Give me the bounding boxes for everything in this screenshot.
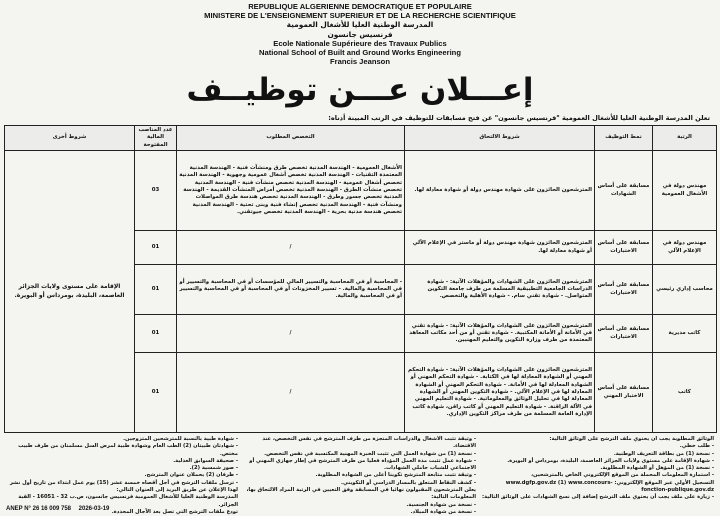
condition-line: الوثائق المطلوبة يجب أن يحتوي ملف الترشح على الوثائق التالية: bbox=[549, 436, 714, 442]
cell-count: 03 bbox=[135, 151, 177, 231]
document-header bbox=[0, 2, 720, 66]
intro-text: تعلن المدرسة الوطنية العليا للأشغال العمومية "فرنسيس جانسون" عن فتح مسابقات للتوظيف في الرتب المبينة أدناه: bbox=[328, 114, 710, 122]
cell-rank: كاتب مديرية bbox=[653, 315, 717, 353]
cell-mode: مسابقة على أساس الشهادات bbox=[595, 151, 653, 231]
cell-conditions: المترشحون الحائزون على الشهادات والمؤهلات الآتية: - شهادة الدراسات الجامعية التطبيقية المسلمة من طرف جامعة التكوين المتواصل. - شهادة تقني سام. - شهادة الأهلية والتخصص. bbox=[405, 265, 595, 315]
cell-rank: كاتب bbox=[653, 353, 717, 433]
header-conditions: شروط الالتحاق bbox=[405, 126, 595, 151]
cell-mode: مسابقة على أساس الاختبار المهني bbox=[595, 353, 653, 433]
conditions-column-3 bbox=[6, 436, 238, 516]
condition-line: - صحيفة السوابق العدلية. bbox=[173, 457, 238, 464]
header-count: عدد المناصب المالية المفتوحة bbox=[135, 126, 177, 151]
condition-line: - نسخة (1) من المؤهل أو الشهادة المطلوبة. bbox=[600, 465, 714, 472]
condition-line: - وثيقة تثبت متابعة المترشح تكوينا أعلى من الشهادة المطلوبة. bbox=[315, 472, 476, 479]
conditions-column-1 bbox=[482, 436, 714, 516]
ministry-fr: MINISTERE DE L'ENSEIGNEMENT SUPERIEUR ET DE LA RECHERCHE SCIENTIFIQUE bbox=[204, 11, 516, 21]
school-en: National School of Built and Ground Works Engineering bbox=[259, 48, 461, 58]
cell-mode: مسابقة على أساس الاختبارات bbox=[595, 265, 653, 315]
condition-line: - نسخة من شهادة الجنسية. bbox=[406, 501, 476, 508]
cell-specialty: الأشغال العمومية - الهندسة المدنية تخصص طرق ومنشآت فنية - الهندسة المدنية المعتمدة التقنيات - الهندسة المدنية تخصص أشغال عمومية وجهوية - الهندسة المدنية تخصص أشغال عمومية - الهندسة المدنية تخصص منشآت فنية - الهندسة المدنية تخصص منشآت الطرق - الهندسة المدنية تخصص أمراض المنشآت القديمة - الهندسة المدنية تخصص جسور وطرق - الهندسة المدنية تخصص هندسة طرق المواصلات ومنشآت فنية - الهندسة المدنية تخصص إنشاء فنية وبنى تحتية - الهندسة المدنية تخصص هندسة مدنية بحرية - الهندسة المدنية تخصص جيوتقني. bbox=[177, 151, 405, 231]
conditions-column-2 bbox=[244, 436, 476, 516]
anep-reference bbox=[6, 506, 115, 512]
condition-line: - شهادة الإقامة على مستوى ولايات الجزائر العاصمة، البليدة، بومرداس أو البويرة. bbox=[507, 457, 714, 464]
condition-line: - استمارة المعلومات المحملة من الموقع الإلكتروني الخاص بالمترشحين، bbox=[531, 472, 714, 479]
cell-mode: مسابقة على أساس الاختبارات bbox=[595, 315, 653, 353]
cell-specialty: / bbox=[177, 231, 405, 265]
page-title: إعـــلان عـــن توظيــف bbox=[186, 72, 534, 108]
condition-line: - ترسل ملفات الترشح في أجل أقصاه خمسة عشر (15) يوم عمل ابتداء من تاريخ أول نشر لهذا الإعلان عن طريق البريد إلى العنوان التالي: bbox=[9, 479, 238, 494]
condition-line: - نسخة (1) من شهادة العمل التي تثبت الخبرة المهنية المكتسبة في نفس التخصص. bbox=[264, 450, 476, 457]
condition-line: - شهادة طبية بالنسبة للمترشحين المتزوجين. bbox=[123, 436, 238, 442]
cell-rank: مهندس دولة في الإعلام الآلي bbox=[653, 231, 717, 265]
cell-mode: مسابقة على أساس الاختبارات bbox=[595, 231, 653, 265]
cell-conditions: المترشحون الحائزون على الشهادات والمؤهلات الآتية: - شهادة تقني في الأمانة أو الأمانة المكتبية. - شهادة تقني أو من أحد مكاتب المعاهد المعتمدة من طرف وزارة التكوين والتعليم المهنيين. bbox=[405, 315, 595, 353]
cell-rank: محاسب إداري رئيسي bbox=[653, 265, 717, 315]
anep-date: 2026-03-19 bbox=[78, 506, 110, 512]
director-ar: فرنسيس جانسون bbox=[327, 29, 393, 39]
condition-line: تودع ملفات الترشح التي تصل بعد الآجال المحددة. bbox=[111, 508, 238, 515]
positions-table bbox=[4, 125, 717, 433]
condition-line: يعلن المترشحون المقبولون نهائيا في المسابقة وفق التعيين في الرتبة المراد الالتحاق بها، المعلومات التالية: bbox=[246, 487, 476, 501]
cell-other-conditions: الإقامة على مستوى ولايات الجزائر العاصمة، البليدة، بومرداس أو البويرة. bbox=[5, 151, 135, 433]
director-fr: Francis Jeanson bbox=[330, 57, 390, 67]
header-specialty: التخصص المطلوب bbox=[177, 126, 405, 151]
school-ar: المدرسة الوطنية العليا للأشغال العمومية bbox=[286, 20, 434, 30]
cell-conditions: المترشحون الحائزون على شهادة مهندس دولة أو شهادة معادلة لها. bbox=[405, 151, 595, 231]
condition-line: - وثيقة تثبت الأشغال والدراسات المنجزة من طرف المترشح في نفس التخصص، عند الاقتضاء. bbox=[262, 436, 476, 450]
condition-line: المدرسة الوطنية العليا للأشغال العمومية فرنسيس جانسون، ص.ب 32 - 16051 - القبة الجزائر. bbox=[18, 494, 238, 508]
condition-line: - شهادة عمل تثبت مدة العمل المؤداة فعليا من طرف المترشح في إطار جهازي المهني أو الاجتماعي للشباب حاملي الشهادات. bbox=[249, 457, 476, 472]
condition-line: - ظرفان (2) يحملان عنوان المترشح. bbox=[144, 472, 238, 479]
condition-line: - زيارة على ملف يجب أن يحتوي ملف الترشح إضافة إلى نسخ الشهادات على الوثائق التالية: bbox=[482, 494, 714, 501]
cell-specialty: - المحاسبة أو في المحاسبة والتسيير المالي للمؤسسات أو في المحاسبة والتسيير أو في المحاسبة والمالية. - تسيير المخزونات أو في المحاسبة أو في المحاسبة والتسيير أو في المحاسبة والمالية. bbox=[177, 265, 405, 315]
condition-line: - طلب خطي. bbox=[679, 443, 714, 450]
condition-line: التسجيل الأولي عبر الموقع الإلكتروني: www.dgfp.gov.dz (1) www.concours-fonction-publique.gov.dz bbox=[505, 479, 714, 494]
header-mode: نمط التوظيف bbox=[595, 126, 653, 151]
anep-number: ANEP N° 26 16 009 758 bbox=[6, 506, 71, 512]
cell-conditions: المترشحون الحائزون شهادة مهندس دولة أو ماستر في الإعلام الآلي أو شهادة معادلة لها. bbox=[405, 231, 595, 265]
cell-count: 01 bbox=[135, 353, 177, 433]
header-other: شروط أخرى bbox=[5, 126, 135, 151]
table-row bbox=[5, 151, 717, 231]
republic-fr: REPUBLIQUE ALGERIENNE DEMOCRATIQUE ET POPULAIRE bbox=[248, 2, 472, 11]
cell-specialty: / bbox=[177, 353, 405, 433]
cell-count: 01 bbox=[135, 231, 177, 265]
condition-line: - نسخة من شهادة الميلاد. bbox=[410, 508, 476, 515]
cell-count: 01 bbox=[135, 265, 177, 315]
header-rank: الرتبة bbox=[653, 126, 717, 151]
cell-rank: مهندس دولة في الأشغال العمومية bbox=[653, 151, 717, 231]
condition-line: - كشف النقاط المتعلق بالمسار الدراسي أو التكويني. bbox=[341, 479, 476, 486]
cell-conditions: المترشحون الحائزون على الشهادات والمؤهلات الآتية: - شهادة التحكم المهني أو الشهادة المعادلة لها في الكتابة. - شهادة التحكم المهني أو الشهادة المعادلة لها في الأمانة. - شهادة التحكم المهني أو الشهادة المعادلة لها في الإعلام الآلي. - شهادة التكوين المهني أو الشهادة المعادلة لها في تحليل الوثائق والمعلوماتية. - شهادة التعليم المهني في الآلة الراقنة. - شهادة التعليم المهني أو كاتب راقن، شهادة كاتب الإدارة العامة المسلمة من طرف مراكز التكوين الإداري. bbox=[405, 353, 595, 433]
condition-line: - صور شمسية (2). bbox=[189, 465, 238, 472]
cell-count: 01 bbox=[135, 315, 177, 353]
condition-line: - نسخة (1) من بطاقة التعريف الوطنية. bbox=[613, 450, 714, 457]
condition-line: - شهادتان طبيتان (2) الطب العام وشهادة طبية لمرض السل مسلمتان من طرف طبيب مختص. bbox=[18, 443, 238, 457]
application-conditions bbox=[6, 436, 714, 516]
school-fr: Ecole Nationale Supérieure des Travaux Publics bbox=[273, 38, 447, 48]
cell-specialty: / bbox=[177, 315, 405, 353]
table-header-row bbox=[5, 126, 717, 151]
